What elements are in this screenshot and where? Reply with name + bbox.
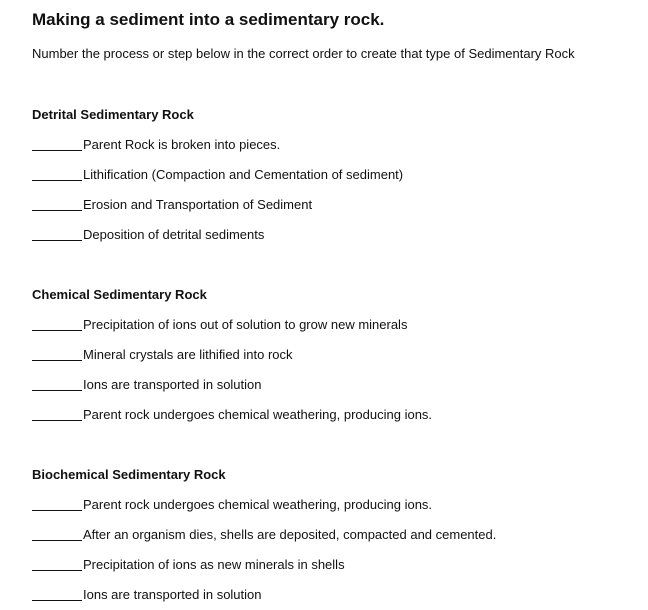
section-heading-chemical: Chemical Sedimentary Rock — [32, 287, 207, 302]
step-item — [32, 347, 293, 362]
step-text: Deposition of detrital sediments — [83, 227, 265, 242]
step-text: Parent rock undergoes chemical weathering, producing ions. — [83, 407, 433, 422]
step-text: After an organism dies, shells are deposited, compacted and cemented. — [83, 527, 497, 542]
step-item — [32, 587, 262, 602]
section-heading-biochemical: Biochemical Sedimentary Rock — [32, 467, 226, 482]
step-item — [32, 227, 264, 242]
step-text: Ions are transported in solution — [83, 587, 262, 602]
answer-blank[interactable] — [32, 179, 82, 181]
step-item — [32, 137, 280, 152]
step-text: Parent rock undergoes chemical weathering, producing ions. — [83, 497, 433, 512]
answer-blank[interactable] — [32, 329, 82, 331]
section-heading-detrital: Detrital Sedimentary Rock — [32, 107, 194, 122]
step-text: Mineral crystals are lithified into rock — [83, 347, 293, 362]
step-item — [32, 407, 432, 422]
step-item — [32, 317, 407, 332]
step-text: Precipitation of ions out of solution to grow new minerals — [83, 317, 408, 332]
answer-blank[interactable] — [32, 239, 82, 241]
answer-blank[interactable] — [32, 359, 82, 361]
step-item — [32, 377, 262, 392]
answer-blank[interactable] — [32, 569, 82, 571]
step-text: Lithification (Compaction and Cementation of sediment) — [83, 167, 404, 182]
page-title: Making a sediment into a sedimentary rock. — [32, 10, 385, 29]
step-text: Ions are transported in solution — [83, 377, 262, 392]
answer-blank[interactable] — [32, 149, 82, 151]
step-item — [32, 167, 403, 182]
step-text: Precipitation of ions as new minerals in shells — [83, 557, 345, 572]
answer-blank[interactable] — [32, 539, 82, 541]
answer-blank[interactable] — [32, 419, 82, 421]
answer-blank[interactable] — [32, 389, 82, 391]
step-text: Erosion and Transportation of Sediment — [83, 197, 313, 212]
answer-blank[interactable] — [32, 509, 82, 511]
answer-blank[interactable] — [32, 599, 82, 601]
step-text: Parent Rock is broken into pieces. — [83, 137, 281, 152]
instruction-text: Number the process or step below in the correct order to create that type of Sedimentary Rock — [32, 46, 575, 61]
step-item — [32, 527, 496, 542]
step-item — [32, 557, 345, 572]
answer-blank[interactable] — [32, 209, 82, 211]
step-item — [32, 497, 432, 512]
step-item — [32, 197, 312, 212]
